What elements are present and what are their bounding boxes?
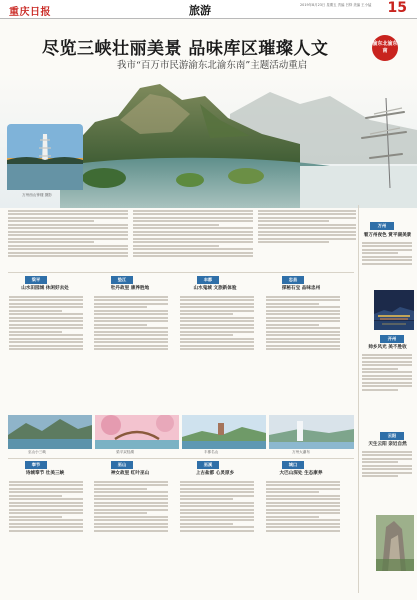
- strip-photo-2: [95, 415, 179, 449]
- photo-strip: [8, 415, 354, 455]
- intro-text-col-2: [133, 208, 253, 259]
- badge-kaizhou: 开州: [380, 335, 404, 343]
- text-fengjie: [9, 479, 83, 533]
- text-kaizhou: [362, 352, 412, 392]
- newspaper-logo: 重庆日报: [9, 7, 51, 18]
- yunyang-rock-photo: [376, 515, 414, 571]
- title-fengjie: 诗城奉节 壮美三峡: [25, 471, 65, 476]
- badge-zhongxian: 忠县: [282, 276, 304, 284]
- issue-meta: 2019年8月23日 星期五 责编 吕铎 美编 王小猛: [300, 3, 372, 7]
- text-dianjiang: [94, 294, 168, 352]
- text-liangping: [9, 294, 83, 352]
- section-name: 旅游: [189, 4, 211, 17]
- strip-photo-1: [8, 415, 92, 449]
- text-wuxi: [180, 479, 254, 533]
- title-wuxi: 上古盐都 心灵原乡: [195, 471, 235, 476]
- text-yunyang: [362, 449, 412, 479]
- title-wushan: 神女故里 红叶巫山: [110, 471, 150, 476]
- inset-photo-pagoda: [7, 124, 83, 190]
- title-kaizhou: 帅乡风光 美不胜收: [368, 345, 407, 350]
- strip-caption-4: 万州大瀑布: [292, 450, 310, 454]
- masthead: [0, 0, 417, 19]
- pine-tree-photo: [356, 98, 412, 188]
- row-rule-1: [8, 272, 354, 273]
- intro-text-col-1: [8, 208, 128, 259]
- strip-caption-2: 梁平双桂湖: [116, 450, 134, 454]
- badge-dianjiang: 垫江: [111, 276, 133, 284]
- row-rule-2: [8, 458, 354, 459]
- sub-headline: 我市“百万市民游渝东北渝东南”主题活动重启: [117, 60, 308, 71]
- title-fengdu: 山水鬼城 文旅新体验: [193, 286, 237, 291]
- badge-liangping: 梁平: [25, 276, 47, 284]
- text-chengkou: [266, 479, 340, 533]
- activity-seal: 渝东北渝东南: [372, 35, 398, 61]
- strip-caption-3: 丰都名山: [204, 450, 219, 454]
- column-rule: [358, 205, 359, 593]
- text-wushan: [94, 479, 168, 533]
- intro-text-col-3: [258, 208, 356, 245]
- strip-photo-4: [269, 415, 354, 449]
- title-chengkou: 大巴山深处 生态康养: [279, 471, 323, 476]
- page-number: 15: [387, 0, 407, 16]
- title-liangping: 山水田园城 休闲好去处: [21, 286, 69, 291]
- title-wanzhou: 看万州夜色 赏平湖美景: [363, 233, 412, 238]
- text-wanzhou: [362, 240, 412, 266]
- wanzhou-night-photo: [374, 290, 414, 330]
- caption-left: 万州西山钟楼 摄影: [22, 193, 52, 197]
- main-headline: 尽览三峡壮丽美景 品味库区璀璨人文: [42, 39, 329, 59]
- strip-caption-1: 巫山小三峡: [28, 450, 46, 454]
- title-yunyang: 天生云阳 亲近自然: [368, 442, 407, 447]
- badge-fengdu: 丰都: [197, 276, 219, 284]
- badge-wanzhou: 万州: [370, 222, 394, 230]
- badge-wushan: 巫山: [111, 461, 133, 469]
- title-dianjiang: 牡丹故里 康养胜地: [110, 286, 150, 291]
- badge-yunyang: 云阳: [380, 432, 404, 440]
- badge-fengjie: 奉节: [25, 461, 47, 469]
- text-fengdu: [180, 294, 254, 352]
- badge-wuxi: 巫溪: [197, 461, 219, 469]
- title-zhongxian: 探秘石宝 品味忠州: [281, 286, 321, 291]
- strip-photo-3: [182, 415, 266, 449]
- badge-chengkou: 城口: [282, 461, 304, 469]
- text-zhongxian: [266, 294, 340, 352]
